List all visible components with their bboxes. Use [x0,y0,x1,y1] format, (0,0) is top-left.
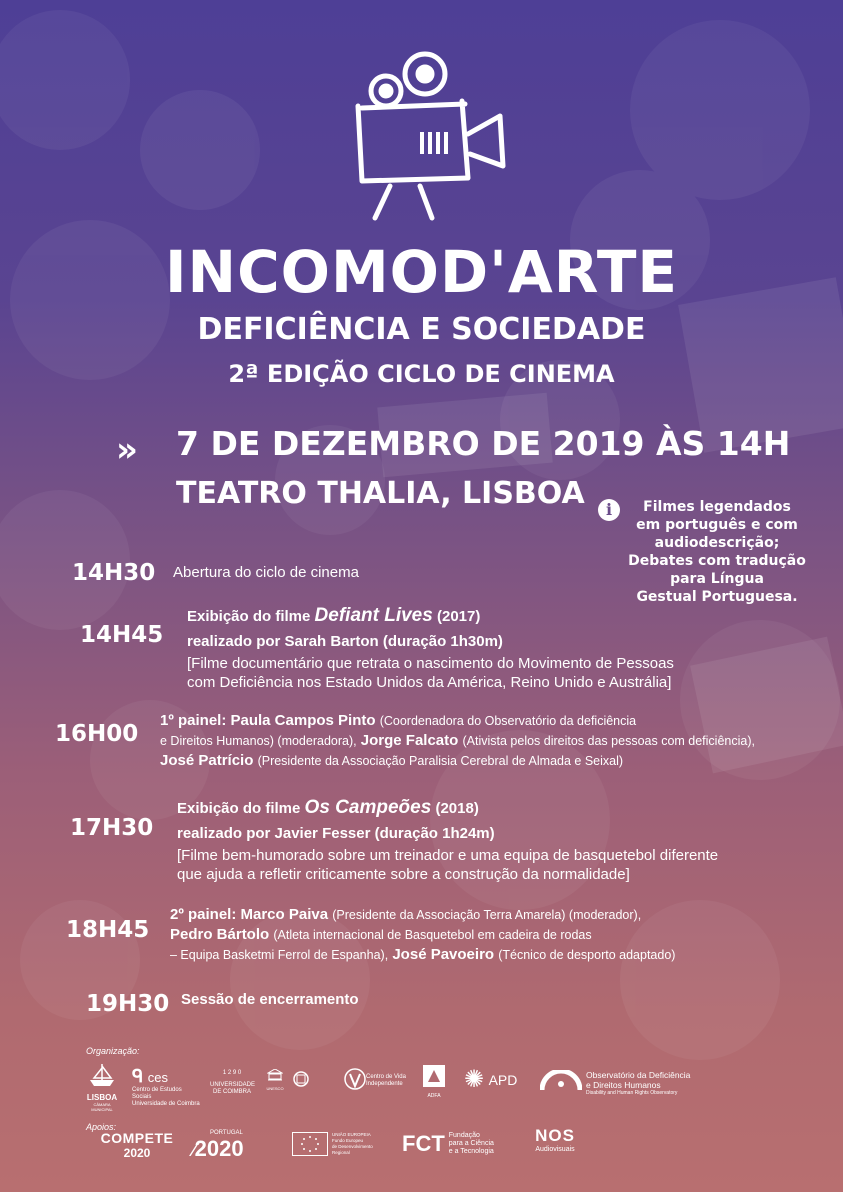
poster-subtitle: DEFICIÊNCIA E SOCIEDADE [197,312,646,347]
poster-title: INCOMOD'ARTE [164,238,679,306]
eu-text: Fundo Europeu [332,1138,364,1143]
info-line: para Língua [670,571,764,587]
film-description: [Filme documentário que retrata o nascimento do Movimento de Pessoas [187,655,674,672]
odhd-arc-icon [540,1070,582,1092]
uc-year: 1 2 9 0 [222,1070,242,1076]
fct-subtext: Fundação [448,1132,480,1139]
eu-flag-icon [292,1132,328,1156]
film-year: (2018) [435,800,479,817]
panelist-role: (Presidente da Associação Terra Amarela) (moderador), [332,908,642,922]
schedule-time: 16H00 [55,721,139,747]
fct-subtext: e a Tecnologia [448,1148,494,1155]
info-line: Debates com tradução [628,553,806,569]
info-line: Gestual Portuguesa. [636,589,798,605]
uc-logo [210,1070,254,1096]
adfa-text: ADFA [427,1093,441,1099]
panelist-name: Pedro Bártolo [170,926,270,943]
film-director: realizado por Sarah Barton (duração 1h30m) [187,633,503,650]
schedule-title [181,990,359,1009]
p2020-mark-icon: ⁄ [192,1143,195,1160]
nos-subtext: Audiovisuais [535,1146,575,1153]
cvi-text: Centro de Vida [366,1074,406,1080]
lisboa-logo [84,1062,120,1112]
accessibility-note [622,498,812,606]
cvi-text: Independente [366,1081,403,1087]
unesco-logo [262,1068,288,1091]
odhd-subtext: Disability and Human Rights Observatory [586,1090,678,1096]
apd-text: APD [488,1072,518,1088]
p2020-text: 2020 [194,1136,244,1161]
panelist-name: Jorge Falcato [360,732,459,749]
unesco-text: UNESCO [266,1086,284,1091]
support-label: Apoios: [86,1122,117,1132]
eu-text: de Desenvolvimento Regional [332,1144,373,1155]
temple-icon [267,1069,283,1081]
panelist-name: José Patrício [160,752,254,769]
eu-text: UNIÃO EUROPEIA [332,1132,371,1137]
eu-logo [292,1132,388,1156]
film-camera-icon [350,46,520,226]
info-line: audiodescrição; [654,535,780,551]
schedule-panel-block [170,905,830,965]
schedule-time: 14H45 [80,622,164,648]
chevron-right-icon: » [116,430,132,470]
film-description: com Deficiência nos Estado Unidos da América, Reino Unido e Austrália] [187,674,672,691]
fct-logo [402,1132,522,1156]
panelist-role: (Coordenadora do Observatório da deficiência [379,714,637,728]
cvi-logo [344,1066,414,1092]
uc-text: UNIVERSIDADE DE COIMBRA [210,1082,256,1095]
ces-subtext: Centro de Estudos Sociais [132,1087,182,1100]
schedule-panel-block [160,711,840,771]
schedule-title: Abertura do ciclo de cinema [173,564,359,581]
panelist-role: – Equipa Basketmi Ferrol de Espanha), [170,948,389,962]
apd-star-icon: ✺ [464,1066,485,1093]
ship-icon [87,1062,117,1088]
info-line: Filmes legendados [643,499,791,515]
schedule-title-text: Sessão de encerramento [181,991,359,1008]
film-prefix: Exibição do filme [177,800,301,817]
cvi-mark-icon [344,1066,366,1092]
schedule-time: 14H30 [72,560,156,586]
film-prefix: Exibição do filme [187,608,311,625]
adfa-mark-icon [422,1064,446,1088]
film-title: Defiant Lives [314,605,433,626]
schedule-time: 19H30 [86,991,170,1017]
nos-text: NOS [535,1126,575,1145]
event-date: 7 DE DEZEMBRO DE 2019 ÀS 14H [176,424,791,463]
ces-subtext: Universidade de Coimbra [132,1101,200,1107]
ces-text: ces [147,1070,168,1085]
panelist-role: (Presidente da Associação Paralisia Cerebral de Almada e Seixal) [257,754,624,768]
portugal-text: PORTUGAL [210,1130,243,1136]
film-director: realizado por Javier Fesser (duração 1h24m) [177,825,495,842]
heritage-logo [292,1070,328,1094]
compete-year: 2020 [123,1146,151,1160]
ces-logo [132,1066,202,1108]
fct-text: FCT [402,1131,445,1156]
info-icon: i [598,499,620,521]
schedule-film-block [187,606,787,692]
info-line: em português e com [636,517,798,533]
odhd-text: Observatório da Deficiência [586,1070,691,1080]
compete-logo [94,1130,180,1160]
film-title: Os Campeões [304,797,432,818]
lisboa-text: LISBOA [86,1093,118,1102]
edition-label: 2ª EDIÇÃO CICLO DE CINEMA [228,360,615,388]
panelist-name: 2º painel: Marco Paiva [170,906,329,923]
apd-logo [464,1068,528,1092]
film-description: [Filme bem-humorado sobre um treinador e uma equipa de basquetebol diferente [177,847,719,864]
schedule-time: 18H45 [66,917,150,943]
schedule-time: 17H30 [70,815,154,841]
schedule-film-block [177,798,817,884]
panelist-role: (Atleta internacional de Basquetebol em cadeira de rodas [273,928,592,942]
panelist-role: (Ativista pelos direitos das pessoas com deficiência), [462,734,755,748]
compete-text: COMPETE [100,1130,174,1146]
film-year: (2017) [436,608,481,625]
ces-mark-icon: ᑫ [132,1066,144,1086]
fct-subtext: para a Ciência [448,1140,494,1147]
lisboa-subtext: CÂMARA MUNICIPAL [91,1102,113,1112]
adfa-logo [420,1064,448,1099]
nos-logo [528,1126,582,1153]
odhd-logo [540,1070,750,1096]
heritage-icon [292,1070,310,1088]
odhd-text: e Direitos Humanos [586,1080,661,1090]
panelist-role: e Direitos Humanos) (moderadora), [160,734,357,748]
organization-label: Organização: [86,1046,140,1056]
portugal2020-logo [192,1130,282,1162]
panelist-name: José Pavoeiro [392,946,495,963]
event-venue: TEATRO THALIA, LISBOA [176,476,585,511]
panelist-role: (Técnico de desporto adaptado) [498,948,676,962]
panelist-name: 1º painel: Paula Campos Pinto [160,712,376,729]
film-description: que ajuda a refletir criticamente sobre a construção da normalidade] [177,866,630,883]
